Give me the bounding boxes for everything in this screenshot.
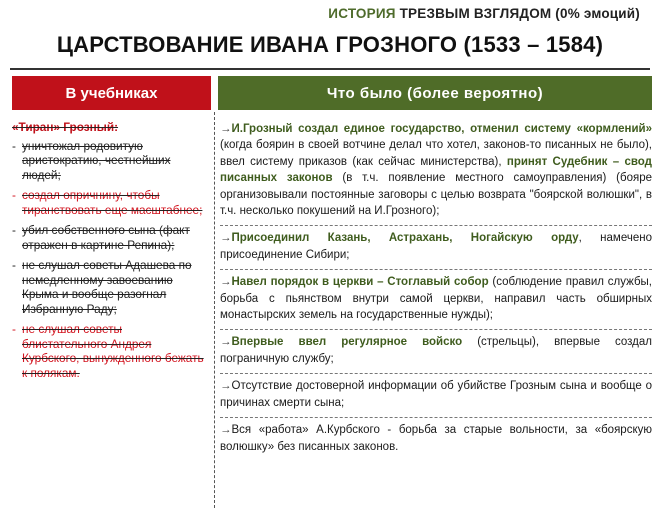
textbook-list [12, 139, 208, 381]
textbook-claim [12, 258, 208, 316]
textbook-heading: «Тиран» Грозный: [12, 120, 119, 134]
brand-header [0, 6, 660, 21]
textbook-column [12, 120, 208, 386]
reality-fact [220, 420, 652, 458]
fact-text: (в т.ч. появление местного самоуправления) (бояре организовывали постоянные заговоры с целью возврата "боярской волюшки", в т.ч. несколько покушений на И.Грозного); [220, 172, 652, 218]
page-title: ЦАРСТВОВАНИЕ ИВАНА ГРОЗНОГО (1533 – 1584) [56, 32, 604, 57]
arrow-icon: → [220, 232, 232, 245]
dash-marker: - [12, 322, 16, 336]
textbook-claim-text: не слушал советы Адашева по немедленному завоеванию Крыма и вообще разогнал Избранную Раду; [22, 258, 192, 316]
dash-marker: - [12, 223, 16, 237]
textbook-claim-text: создал опричнину, чтобы тиранствовать еще масштабнее; [22, 188, 203, 217]
fact-text: Отсутствие достоверной информации об убийстве Грозным сына и вообще о причинах смерти сына; [220, 380, 652, 409]
fact-text: (стрельцы), впервые создал пограничную службу; [220, 336, 652, 365]
item-separator [220, 373, 652, 374]
brand-accent: ИСТОРИЯ [328, 6, 396, 21]
left-column-header: В учебниках [12, 76, 211, 110]
arrow-icon: → [220, 424, 232, 437]
fact-highlight: Присоединил Казань, Астрахань, Ногайскую орду [231, 232, 579, 245]
fact-text: (когда боярин в своей вотчине делал что хотел, законов-то писанных не было), ввел систему приказов (как сейчас министерства), [220, 139, 652, 168]
fact-text: , намечено присоединение Сибири; [220, 232, 652, 261]
item-separator [220, 269, 652, 270]
dash-marker: - [12, 188, 16, 202]
item-separator [220, 417, 652, 418]
arrow-icon: → [220, 276, 232, 289]
fact-text: Вся «работа» А.Курбского - борьба за старые вольности, за «боярскую волюшку» без писанных законов. [220, 424, 652, 453]
fact-highlight: Впервые ввел регулярное войско [231, 336, 463, 349]
reality-fact [220, 332, 652, 370]
dash-marker: - [12, 258, 16, 272]
reality-list [220, 119, 652, 458]
arrow-icon: → [220, 380, 232, 393]
arrow-icon: → [220, 336, 232, 349]
textbook-claim-text: не слушал советы блистательного Андрея Курбского, вынужденного бежать к полякам. [22, 322, 204, 380]
reality-fact [220, 119, 652, 222]
brand-rest: ТРЕЗВЫМ ВЗГЛЯДОМ (0% эмоций) [395, 6, 640, 21]
textbook-claim [12, 223, 208, 252]
textbook-claim-text: уничтожал родовитую аристократию, честнейших людей; [22, 138, 171, 182]
dash-marker: - [12, 138, 16, 153]
title-divider [10, 68, 650, 70]
fact-highlight: И.Грозный создал единое государство, отменил систему «кормлений» [231, 123, 652, 135]
reality-fact [220, 272, 652, 326]
textbook-claim [12, 322, 208, 380]
reality-column [220, 119, 652, 458]
column-divider [214, 112, 215, 508]
reality-fact [220, 228, 652, 266]
arrow-icon: → [220, 123, 232, 135]
fact-highlight: Навел порядок в церкви – Стоглавый собор [231, 276, 489, 289]
fact-highlight: принят Судебник – свод писанных законов [220, 155, 652, 185]
textbook-claim-text: убил собственного сына (факт отражен в картине Репина); [22, 223, 190, 252]
textbook-claim [12, 139, 208, 183]
right-column-header: Что было (более вероятно) [218, 76, 652, 110]
item-separator [220, 329, 652, 330]
reality-fact [220, 376, 652, 414]
item-separator [220, 225, 652, 226]
textbook-claim [12, 188, 208, 217]
fact-text: (соблюдение правил службы, борьба с пьянством внутри самой церкви, направил часть обширных монастырских земель на государственные нужды); [220, 276, 652, 322]
